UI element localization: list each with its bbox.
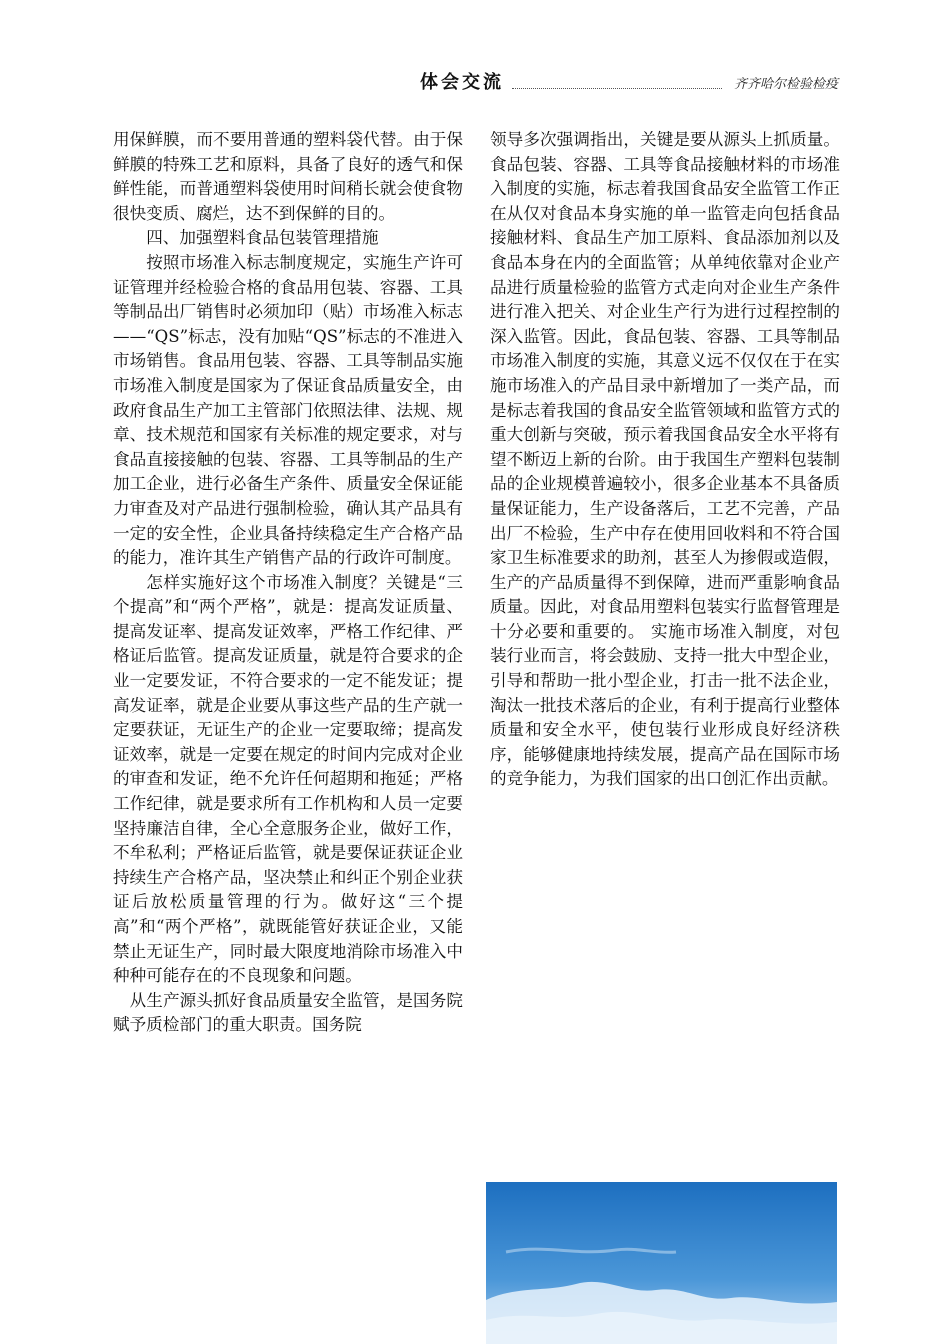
section-title: 体会交流: [420, 72, 504, 93]
paragraph: 按照市场准入标志制度规定，实施生产许可证管理并经检验合格的食品用包装、容器、工具等制品出厂销售时必须加印（贴）市场准入标志——“QS”标志，没有加贴“QS”标志的不准进入市场销售。食品用包装、容器、工具等制品实施市场准入制度是国家为了保证食品质量安全，由政府食品生产加工主管部门依照法律、法规、规章、技术规范和国家有关标准的规定要求，对与食品直接接触的包装、容器、工具等制品的生产加工企业，进行必备生产条件、质量安全保证能力审查及对产品进行强制检验，确认其产品具有一定的安全性，企业具备持续稳定生产合格产品的能力，准许其生产销售产品的行政许可制度。: [113, 252, 463, 568]
page-header: [420, 68, 840, 92]
header-dotted-rule: [512, 88, 722, 89]
paragraph: 从生产源头抓好食品质量安全监管，是国务院赋予质检部门的重大职责。国务院: [113, 990, 463, 1035]
right-column: [490, 128, 840, 792]
sky-image: [486, 1182, 837, 1344]
paragraph: 领导多次强调指出，关键是要从源头上抓质量。食品包装、容器、工具等食品接触材料的市场准入制度的实施，标志着我国食品安全监管工作正在从仅对食品本身实施的单一监管走向包括食品接触材料、食品生产加工原料、食品添加剂以及食品本身在内的全面监管；从单纯依靠对企业产品进行质量检验的监管方式走向对企业生产条件进行准入把关、对企业生产行为进行过程控制的深入监管。因此，食品包装、容器、工具等制品市场准入制度的实施，其意义远不仅仅在于在实施市场准入的产品目录中新增加了一类产品，而是标志着我国的食品安全监管领域和监管方式的重大创新与突破，预示着我国食品安全水平将有望不断迈上新的台阶。由于我国生产塑料包装制品的企业规模普遍较小，很多企业基本不具备质量保证能力，生产设备落后，工艺不完善，产品出厂不检验，生产中存在使用回收料和不符合国家卫生标准要求的助剂，甚至人为掺假或造假，生产的产品质量得不到保障，进而严重影响食品质量。因此，对食品用塑料包装实行监督管理是十分必要和重要的。 实施市场准入制度，对包装行业而言，将会鼓励、支持一批大中型企业，引导和帮助一批小型企业，打击一批不法企业，淘汰一批技术落后的企业，有利于提高行业整体质量和安全水平，使包装行业形成良好经济秩序，能够健康地持续发展，提高产品在国际市场的竞争能力，为我们国家的出口创汇作出贡献。: [490, 130, 840, 789]
sky-cloud-photo: [486, 1182, 837, 1344]
left-column: [113, 128, 463, 1038]
paragraph: 用保鲜膜，而不要用普通的塑料袋代替。由于保鲜膜的特殊工艺和原料，具备了良好的透气和保鲜性能，而普通塑料袋使用时间稍长就会使食物很快变质、腐烂，达不到保鲜的目的。: [113, 130, 463, 223]
journal-name: 齐齐哈尔检验检疫: [733, 77, 838, 92]
section-heading: 四、加强塑料食品包装管理措施: [146, 228, 379, 248]
paragraph: 怎样实施好这个市场准入制度？关键是“三个提高”和“两个严格”，就是：提高发证质量、提高发证率、提高发证效率，严格工作纪律、严格证后监管。提高发证质量，就是符合要求的企业一定要发证，不符合要求的一定不能发证；提高发证率，就是企业要从事这些产品的生产就一定要获证，无证生产的企业一定要取缔；提高发证效率，就是一定要在规定的时间内完成对企业的审查和发证，绝不允许任何超期和拖延；严格工作纪律，就是要求所有工作机构和人员一定要坚持廉洁自律，全心全意服务企业，做好工作，不牟私利；严格证后监管，就是要保证获证企业持续生产合格产品，坚决禁止和纠正个别企业获证后放松质量管理的行为。做好这“三个提高”和“两个严格”，就既能管好获证企业，又能禁止无证生产，同时最大限度地消除市场准入中种种可能存在的不良现象和问题。: [113, 572, 463, 986]
